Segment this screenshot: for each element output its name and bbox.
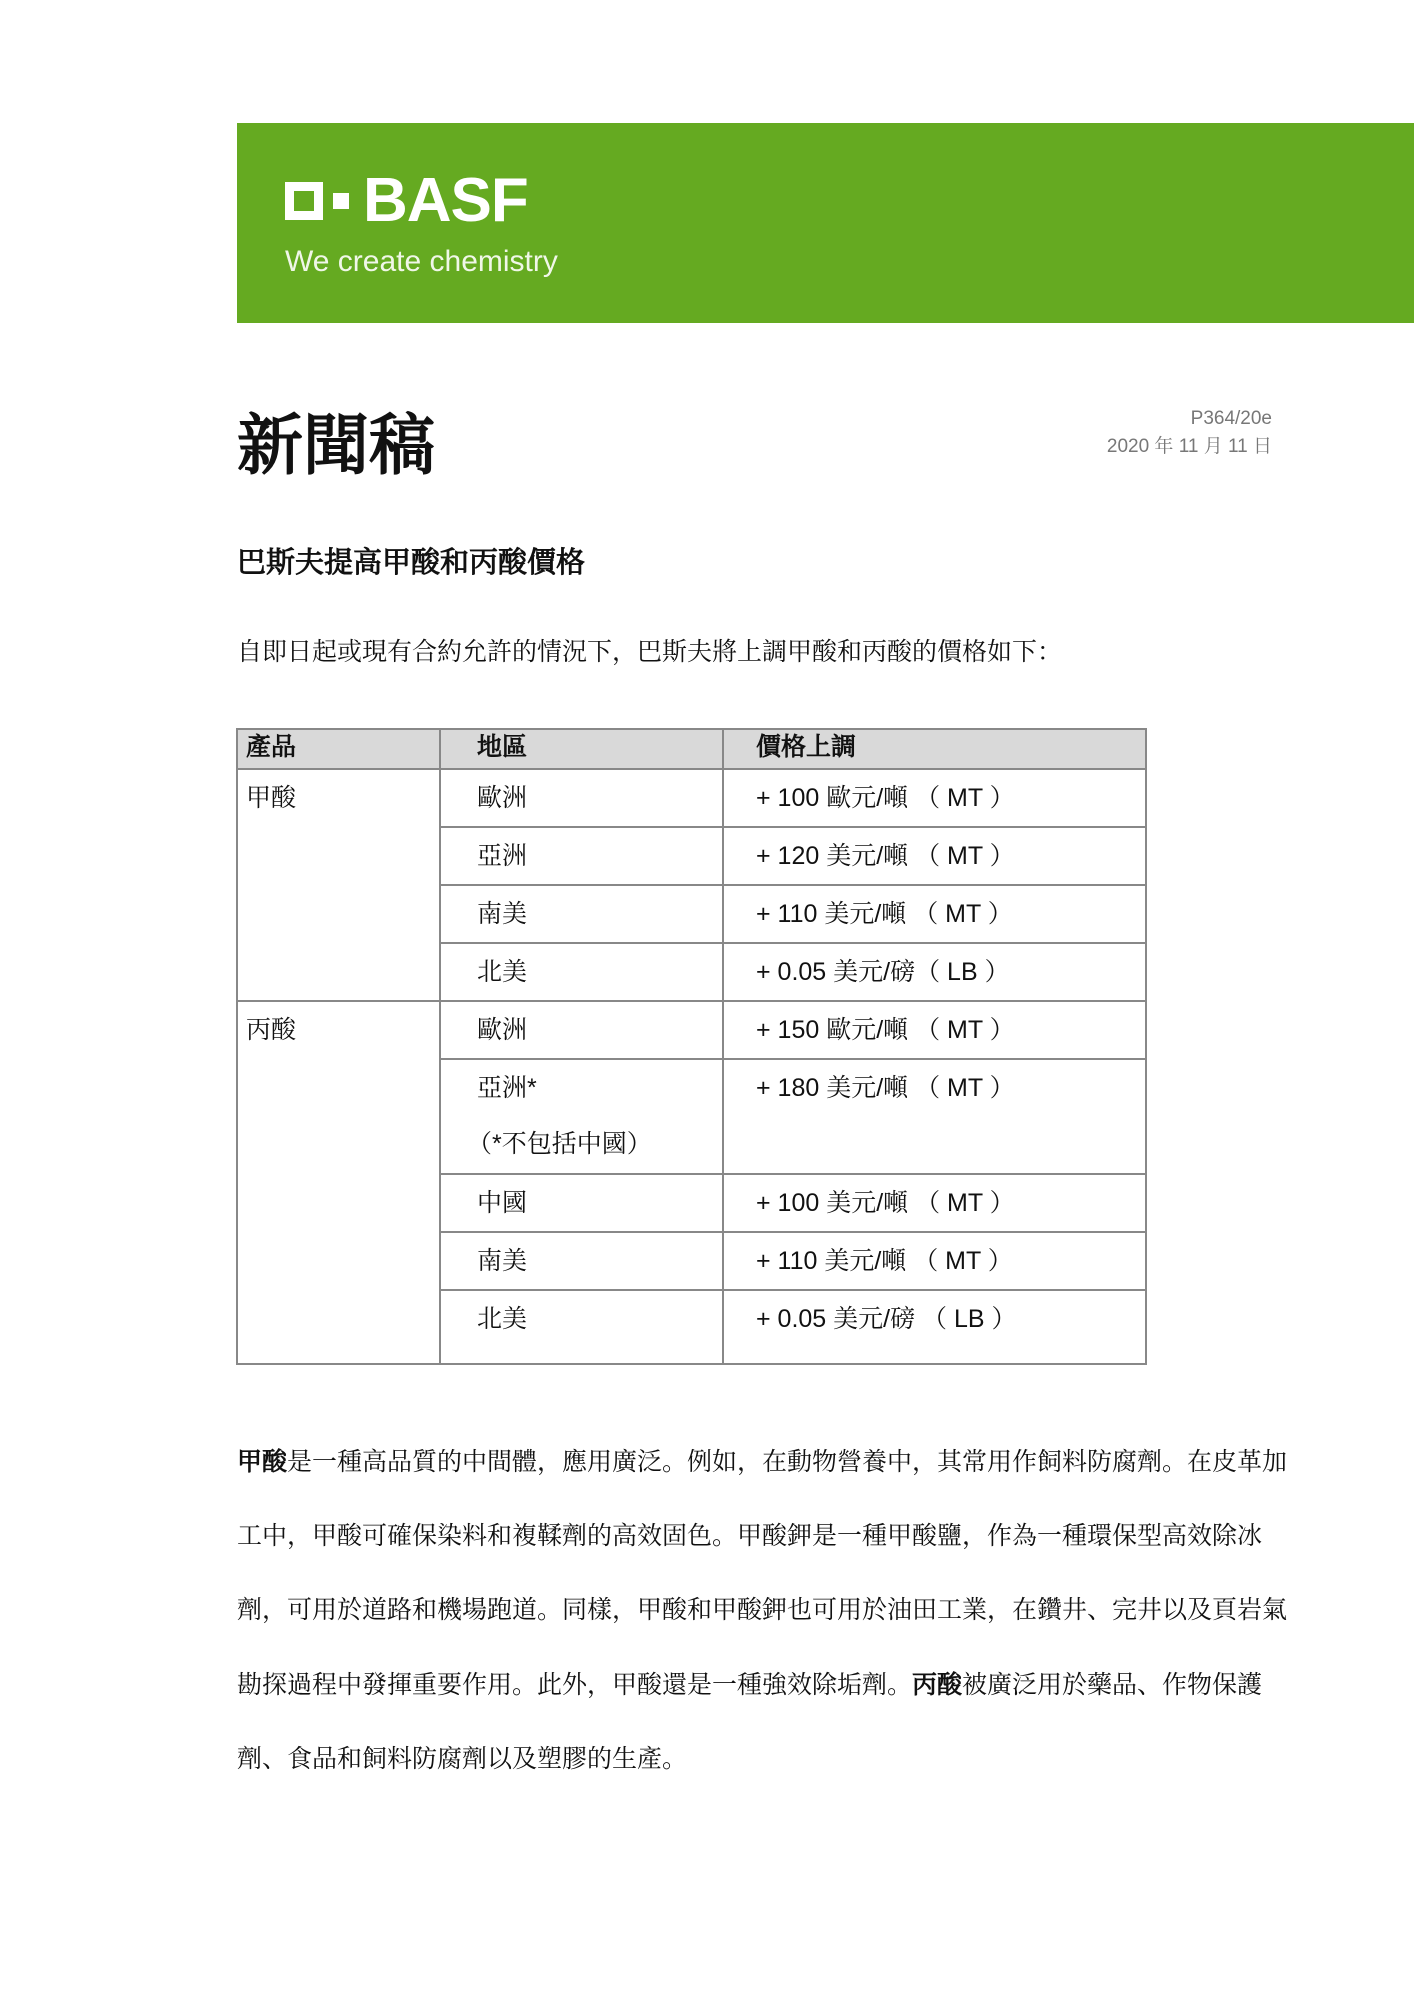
- price-cell: + 0.05 美元/磅（ LB ）: [723, 943, 1146, 1001]
- header-banner: [237, 123, 1414, 323]
- tagline: We create chemistry: [285, 245, 558, 278]
- doc-reference: P364/20e: [1190, 408, 1272, 429]
- region-cell: 南美: [440, 885, 723, 943]
- region-cell: 北美: [440, 943, 723, 1001]
- price-cell: + 120 美元/噸 （ MT ）: [723, 827, 1146, 885]
- body-text: 被廣泛用於藥品、作物保護劑、食品和飼料防腐劑以及塑膠的生產。: [237, 1670, 1263, 1773]
- region-cell: 南美: [440, 1232, 723, 1290]
- page-title: 新聞稿: [237, 408, 435, 482]
- region-label: 亞洲*: [477, 1074, 537, 1102]
- price-cell: + 0.05 美元/磅 （ LB ）: [723, 1290, 1146, 1364]
- region-note: （*不包括中國）: [467, 1130, 652, 1158]
- header-price: 價格上調: [723, 729, 1146, 769]
- region-cell: 中國: [440, 1174, 723, 1232]
- price-cell: + 100 歐元/噸 （ MT ）: [723, 769, 1146, 827]
- table-row: [237, 769, 1146, 827]
- doc-meta: [1107, 405, 1272, 461]
- table-header-row: [237, 729, 1146, 769]
- intro-text: 自即日起或現有合約允許的情況下，巴斯夫將上調甲酸和丙酸的價格如下：: [237, 638, 1063, 666]
- headline: 巴斯夫提高甲酸和丙酸價格: [237, 547, 586, 579]
- region-cell: 北美: [440, 1290, 723, 1364]
- price-cell: + 150 歐元/噸 （ MT ）: [723, 1001, 1146, 1059]
- region-cell: 亞洲: [440, 827, 723, 885]
- header-region: 地區: [440, 729, 723, 769]
- price-cell: + 110 美元/噸 （ MT ）: [723, 1232, 1146, 1290]
- brand-name: BASF: [363, 166, 528, 235]
- body-text: 是一種高品質的中間體，應用廣泛。例如，在動物營養中，其常用作飼料防腐劑。在皮革加工中，甲酸可確保染料和複鞣劑的高效固色。甲酸鉀是一種甲酸鹽，作為一種環保型高效除冰劑，可用於道路和機場跑道。同樣，甲酸和甲酸鉀也可用於油田工業，在鑽井、完井以及頁岩氣勘探過程中發揮重要作用。此外，甲酸還是一種強效除垢劑。: [237, 1448, 1288, 1699]
- region-cell: 歐洲: [440, 769, 723, 827]
- logo-dot-icon: [333, 193, 349, 209]
- price-table: [236, 728, 1147, 1365]
- header-product: 產品: [237, 729, 440, 769]
- price-cell: + 180 美元/噸 （ MT ）: [723, 1059, 1146, 1174]
- region-cell: [440, 1059, 723, 1174]
- body-paragraph: [237, 1425, 1297, 1796]
- table-row: [237, 1001, 1146, 1059]
- logo-square-icon: [285, 182, 323, 220]
- price-cell: + 100 美元/噸 （ MT ）: [723, 1174, 1146, 1232]
- price-cell: + 110 美元/噸 （ MT ）: [723, 885, 1146, 943]
- doc-date: 2020 年 11 月 11 日: [1106, 436, 1272, 457]
- product-cell: 丙酸: [237, 1001, 440, 1364]
- bold-term: 甲酸: [237, 1448, 288, 1476]
- basf-logo: [285, 166, 558, 279]
- bold-term: 丙酸: [912, 1670, 963, 1699]
- product-cell: 甲酸: [237, 769, 440, 1001]
- region-cell: 歐洲: [440, 1001, 723, 1059]
